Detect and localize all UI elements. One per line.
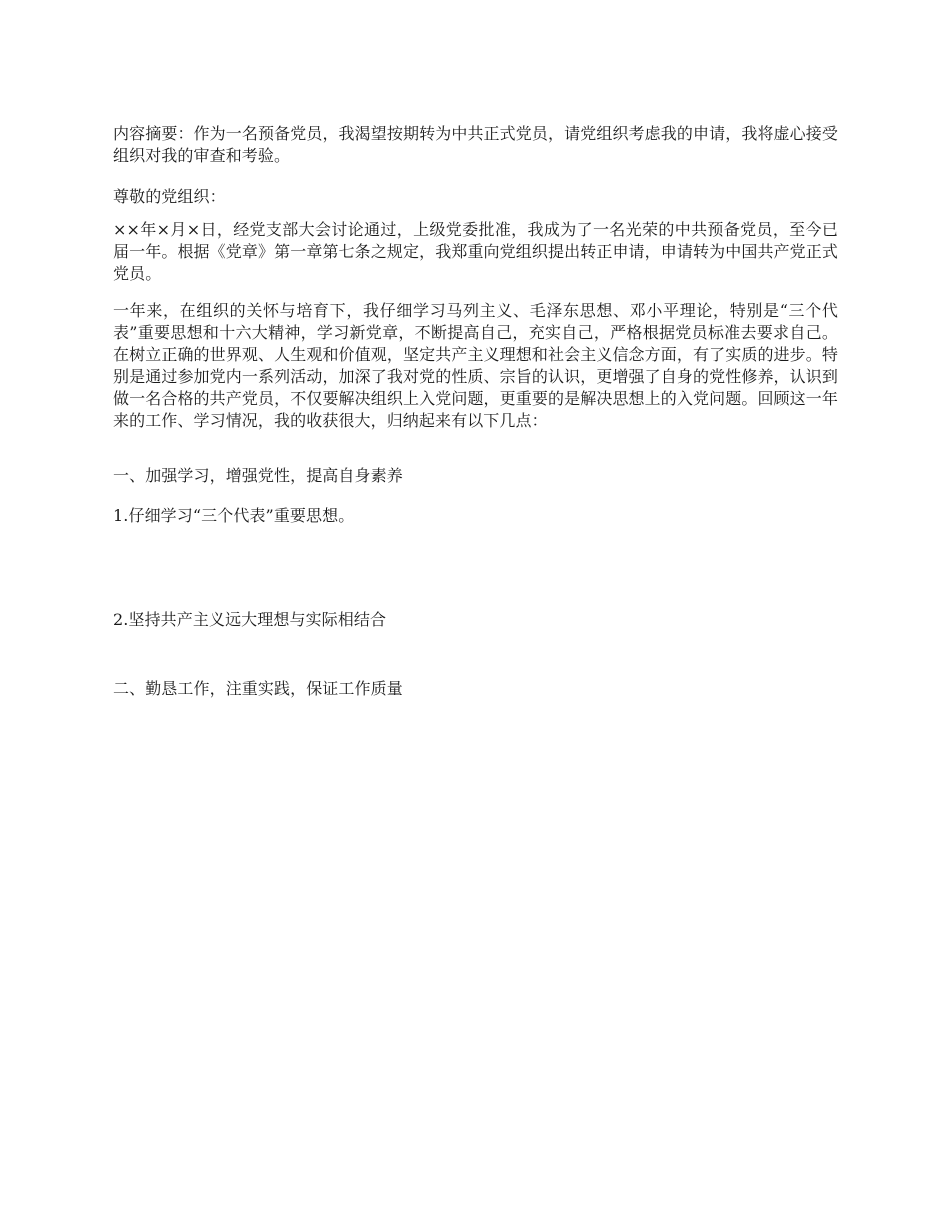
salutation: 尊敬的党组织： — [113, 187, 226, 206]
body-paragraph-2: 一年来，在组织的关怀与培育下，我仔细学习马列主义、毛泽东思想、邓小平理论，特别是“三个代表”重要思想和十六大精神，学习新党章，不断提高自己，充实自己，严格根据党员标准去要求自己。在树立正确的世界观、人生观和价值观，坚定共产主义理想和社会主义信念方面，有了实质的进步。特别是通过参加党内一系列活动，加深了我对党的性质、宗旨的认识，更增强了自身的党性修养，认识到做一名合格的共产党员，不仅要解决组织上入党问题，更重要的是解决思想上的入党问题。回顾这一年来的工作、学习情况，我的收获很大，归纳起来有以下几点： — [113, 301, 838, 430]
list-item-1: 1.仔细学习“三个代表”重要思想。 — [113, 506, 355, 525]
section-heading-1: 一、加强学习，增强党性，提高自身素养 — [113, 466, 403, 485]
list-item-2: 2.坚持共产主义远大理想与实际相结合 — [113, 610, 387, 629]
summary-paragraph: 内容摘要：作为一名预备党员，我渴望按期转为中共正式党员，请党组织考虑我的申请，我将虚心接受组织对我的审查和考验。 — [113, 124, 838, 165]
body-paragraph-1: ××年×月×日，经党支部大会讨论通过，上级党委批准，我成为了一名光荣的中共预备党员，至今已届一年。根据《党章》第一章第七条之规定，我郑重向党组织提出转正申请，申请转为中国共产党正式党员。 — [113, 220, 838, 283]
section-heading-2: 二、勤恳工作，注重实践，保证工作质量 — [113, 679, 403, 698]
